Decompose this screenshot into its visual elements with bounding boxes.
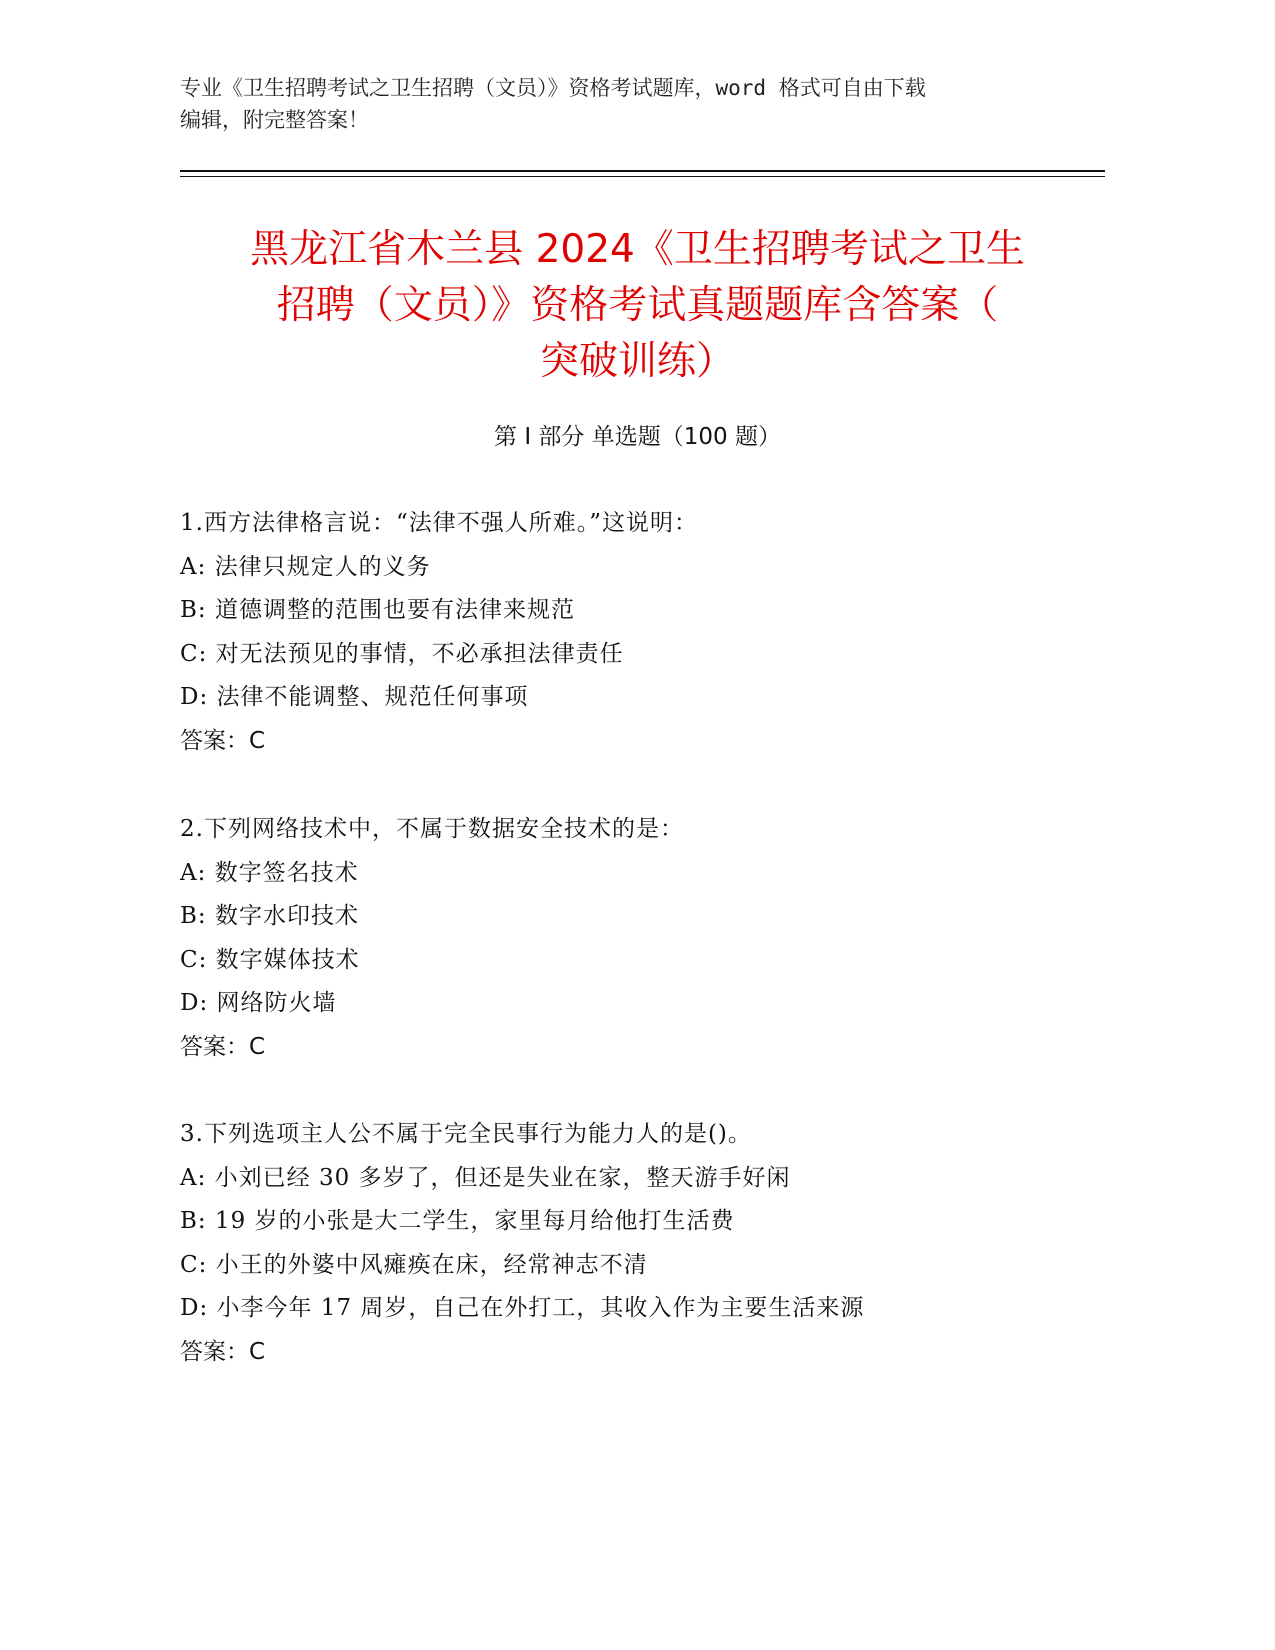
question-2 xyxy=(180,808,1140,1069)
option-a: A: 数字签名技术 xyxy=(180,859,359,886)
option-a: A: 法律只规定人的义务 xyxy=(180,553,431,580)
header-note xyxy=(180,72,1060,136)
answer: 答案：C xyxy=(180,1033,266,1060)
title-line-3: 突破训练） xyxy=(539,339,735,384)
header-note-line-2: 编辑，附完整答案！ xyxy=(180,108,369,132)
header-divider-thin xyxy=(180,176,1105,177)
question-stem: 2.下列网络技术中，不属于数据安全技术的是： xyxy=(180,816,684,842)
option-a: A: 小刘已经 30 多岁了，但还是失业在家，整天游手好闲 xyxy=(180,1164,791,1191)
option-c: C: 数字媒体技术 xyxy=(180,946,360,973)
option-d: D: 网络防火墙 xyxy=(180,990,337,1016)
answer: 答案：C xyxy=(180,1338,266,1365)
question-1 xyxy=(180,502,1140,763)
option-c: C: 小王的外婆中风瘫痪在床，经常神志不清 xyxy=(180,1251,648,1278)
option-b: B: 19 岁的小张是大二学生，家里每月给他打生活费 xyxy=(180,1208,735,1234)
section-heading: 第 I 部分 单选题（100 题） xyxy=(494,424,781,450)
header-divider-thick xyxy=(180,170,1105,172)
option-b: B: 道德调整的范围也要有法律来规范 xyxy=(180,597,575,623)
option-d: D: 法律不能调整、规范任何事项 xyxy=(180,684,529,710)
option-c: C: 对无法预见的事情，不必承担法律责任 xyxy=(180,640,624,667)
document-title xyxy=(150,222,1125,390)
title-line-2: 招聘（文员）》资格考试真题题库含答案（ xyxy=(276,283,999,328)
question-stem: 3.下列选项主人公不属于完全民事行为能力人的是()。 xyxy=(180,1121,752,1147)
option-b: B: 数字水印技术 xyxy=(180,903,359,929)
question-3 xyxy=(180,1113,1140,1374)
option-d: D: 小李今年 17 周岁，自己在外打工，其收入作为主要生活来源 xyxy=(180,1295,865,1321)
title-line-1: 黑龙江省木兰县 2024《卫生招聘考试之卫生 xyxy=(250,227,1025,272)
answer: 答案：C xyxy=(180,727,266,754)
question-stem: 1.西方法律格言说：“法律不强人所难。”这说明： xyxy=(180,510,698,536)
header-note-line-1: 专业《卫生招聘考试之卫生招聘（文员）》资格考试题库，word 格式可自由下载 xyxy=(180,76,926,100)
